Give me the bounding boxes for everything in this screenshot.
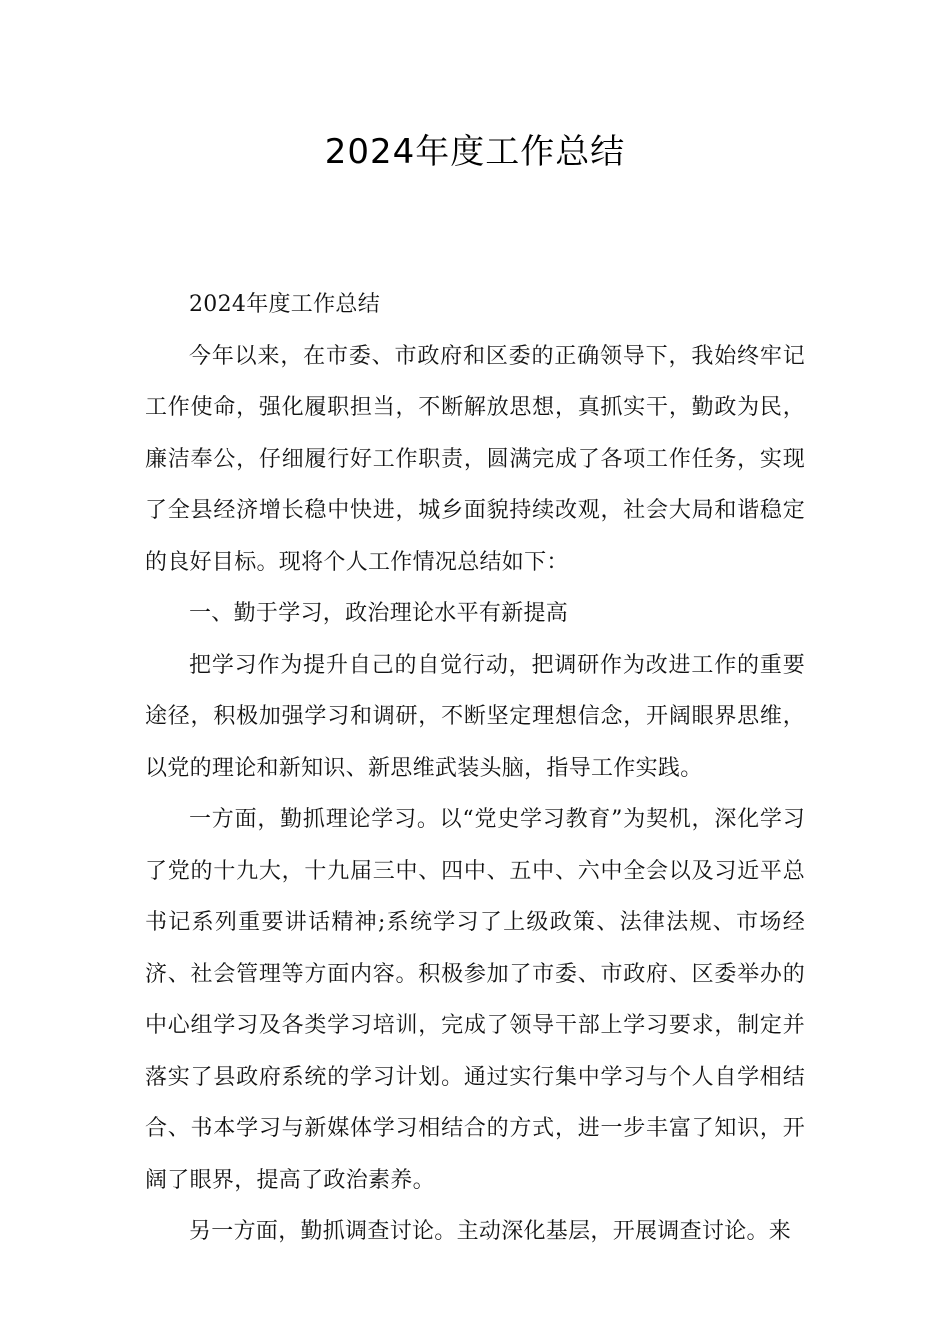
paragraph-intro: 今年以来，在市委、市政府和区委的正确领导下，我始终牢记工作使命，强化履职担当，不断解放思想，真抓实干，勤政为民，廉洁奉公，仔细履行好工作职责，圆满完成了各项工作任务，实现了全县经济增长稳中快进，城乡面貌持续改观，社会大局和谐稳定的良好目标。现将个人工作情况总结如下：	[145, 343, 805, 575]
document-title: 2024年度工作总结	[324, 132, 626, 172]
paragraph-theory: 一方面，勤抓理论学习。以“党史学习教育”为契机，深化学习了党的十九大，十九届三中、四中、五中、六中全会以及习近平总书记系列重要讲话精神;系统学习了上级政策、法律法规、市场经济、社会管理等方面内容。积极参加了市委、市政府、区委举办的中心组学习及各类学习培训，完成了领导干部上学习要求，制定并落实了县政府系统的学习计划。通过实行集中学习与个人自学相结合、书本学习与新媒体学习相结合的方式，进一步丰富了知识，开阔了眼界，提高了政治素养。	[145, 807, 805, 1193]
paragraph-research: 另一方面，勤抓调查讨论。主动深化基层，开展调查讨论。来	[189, 1219, 792, 1244]
paragraph-subtitle: 2024年度工作总结	[189, 292, 380, 317]
section-heading-1: 一、勤于学习，政治理论水平有新提高	[189, 601, 569, 626]
document-body	[145, 279, 805, 1258]
paragraph-study: 把学习作为提升自己的自觉行动，把调研作为改进工作的重要途径，积极加强学习和调研，不断坚定理想信念，开阔眼界思维，以党的理论和新知识、新思维武装头脑，指导工作实践。	[145, 652, 805, 781]
